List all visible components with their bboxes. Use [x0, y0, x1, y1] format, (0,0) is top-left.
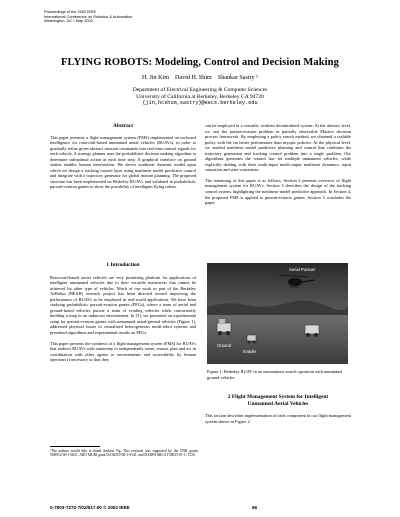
label-evader: Evader: [243, 349, 257, 354]
label-aerial-pursuer: Aerial Pursuer: [289, 267, 316, 272]
paper-title: FLYING ROBOTS: Modeling, Control and Decision Making: [61, 57, 339, 68]
affiliation-dept: Department of Electrical Engineering & Computer Sciences: [132, 87, 268, 93]
proceedings-header: [44, 10, 132, 24]
abstract-section: [50, 123, 196, 190]
grass-field: [207, 315, 348, 364]
right-paragraph-2: The remaining of this paper is as follows: Section 2 presents overview of flight management system for RUAVs. Section 3 describes the design of the tracking control system, highlighting the nonlinear model predictive approach. In Section 4, the proposed FMS is applied to pursuit-evasion games. Section 5 concludes the paper.: [205, 177, 351, 206]
right-column-text: [205, 123, 351, 206]
affiliation-email: {jin,hcshim,sastry}@eecs.berkeley.edu: [142, 100, 258, 107]
section-2-text: This section describes implementation of each component in our flight management system shown in Figure 2.: [205, 413, 351, 424]
proceedings-line-3: Washington, DC • May 2002: [44, 18, 93, 24]
abstract-heading: Abstract: [112, 123, 134, 129]
section-2-heading-line-2: Unmanned Aerial Vehicles: [247, 400, 309, 407]
proceedings-line-2: International Conference on Robotics & Automation: [44, 13, 133, 19]
footer-isbn: 0-7803-7272-7/02/$17.00 © 2002 IEEE: [50, 505, 130, 510]
paper-authors: H. Jin Kim David H. Shim Shankar Sastry ¹: [142, 75, 258, 81]
section-2-heading-line-1: 2 Flight Management System for Intelligent: [227, 394, 329, 400]
figure-1-caption: Figure 1: Berkeley RUAV in an autonomous search operation with unmanned ground vehicles: [207, 369, 342, 380]
introduction-section: [50, 262, 196, 363]
label-ground: Ground: [217, 343, 231, 348]
introduction-heading: 1 Introduction: [106, 262, 140, 268]
proceedings-line-1: Proceedings of the 2002 IEEE: [44, 9, 97, 14]
introduction-paragraph-1: Rotorcraft-based aerial vehicles are very promising platform for applications of intelligent unmanned vehicles due to their versatile maneuvers that cannot be achieved by other type of vehicles. Much of our work as part of the Berkeley AeRobot (BEAR) research project has been directed toward improving the performance of RUAVs to be employed in real-world applications. We have been studying probabilistic pursuit-evasion games (PEGs), where a team of aerial and ground-based vehicles pursue a team of evading vehicles while concurrently building a map in an unknown environment. In [3], we presented an experimental setup for pursuit-evasion games with unmanned aerial/ground vehicles (Figure 1), addressed physical issues in centralized heterogeneous multi-robot systems and presented algorithms and experimental results on PEGs.: [50, 274, 196, 335]
section-2: [205, 394, 351, 424]
figure-1-photo: [207, 263, 348, 364]
introduction-paragraph-2: This paper presents the synthesis of a flight management system (FMS) for RUAVs that endows RUAVs with autonomy to independently sense, reason, plan and act in coordination with other agents or environments and accessibility by human operators if necessary so that they: [50, 340, 196, 363]
affiliation-univ: University of California at Berkeley, Berkeley CA 94720: [136, 93, 264, 100]
page-number: 66: [252, 505, 258, 510]
paper-affiliation: [0, 87, 400, 107]
footnote-rule: [50, 446, 100, 447]
abstract-text: This paper presents a flight management system (FMS) implemented on on-board intelligence for rotorcraft-based unmanned aerial vehicles (RUAVs), in order to gradually refine given abstract mission commands into real-time control signals for each vehicle. A strategy planner uses the probabilistic decision making algorithm to determine suboptimal action at each time step. A graphical interface on ground station enables human intervention. We derive nonlinear dynamic model upon which we design a tracking control layer using nonlinear model predictive control and integrate with a trajectory generator for global motion planning. The proposed structure has been implemented on Berkeley RUAVs and validated in probabilistic pursuit-evasion games to show the possibility of intelligent flying robots.: [50, 134, 196, 190]
right-paragraph-1: can be employed in a versatile, resilient decentralized system. At the abstract level, we cast the pursuit-evasion problem in partially observable Markov decision process framework. By employing a policy search method, we obtained a scalable policy with the far better performance than myopic policies. At the physical level, we studied nonlinear model predictive planning and control that combines the trajectory generation and tracking control problem into a single problem. Our algorithms generates the control law for multiple unmanned vehicles, while explicitly dealing with their multi-input multi-output nonlinear dynamics, input saturation and state constraints.: [205, 123, 351, 173]
footnote: ¹The authors would like to thank Andrew Ng. This research was supported by the ONR grants N00014-00-1-0621, ARO MURI grant DAAD19-00-1-0341, and DARPA MICA F30615-01-C-3150.: [50, 449, 198, 458]
